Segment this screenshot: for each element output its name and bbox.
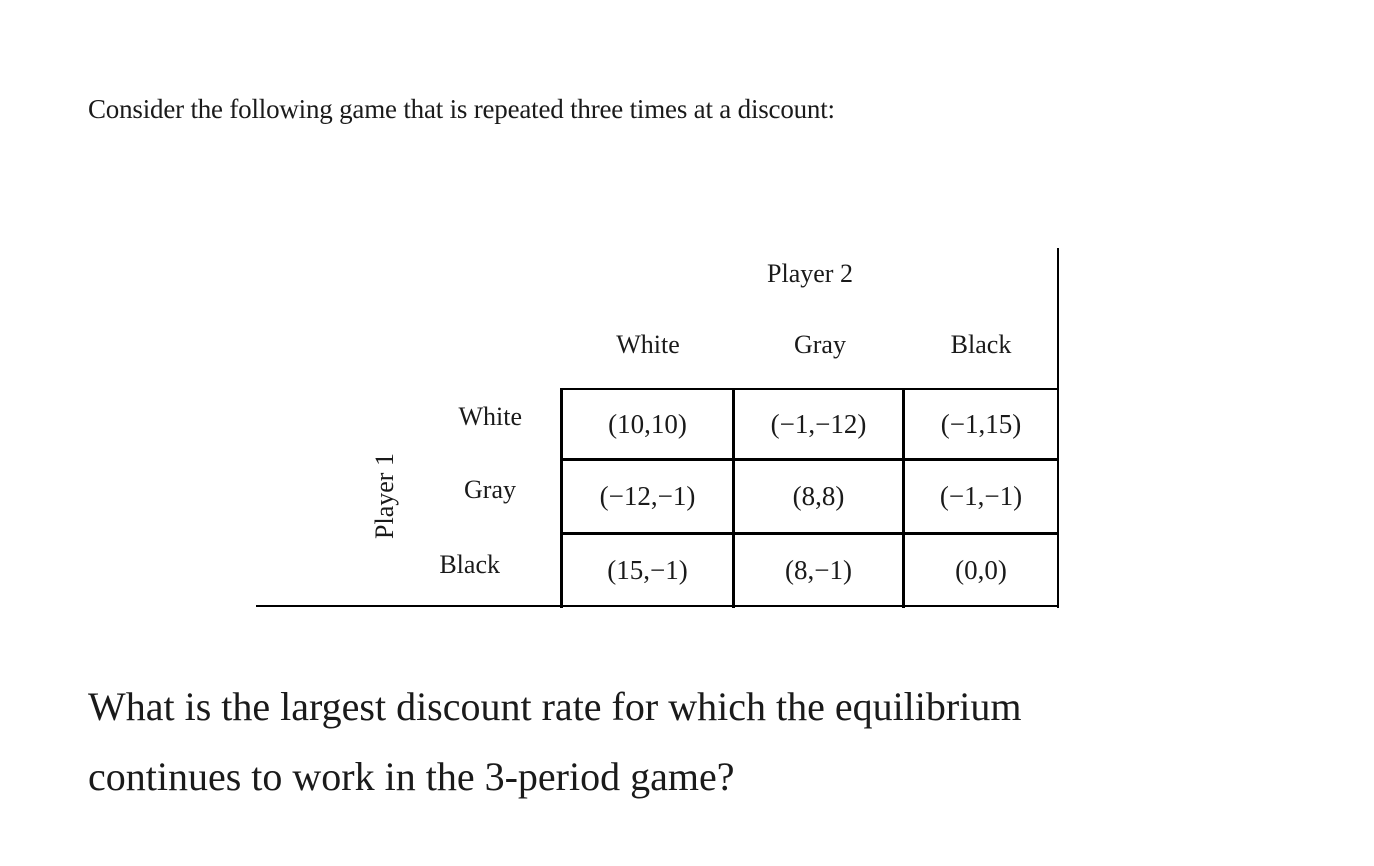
question-text (88, 672, 1288, 812)
payoff-cell-black-white: (15,−1) (607, 554, 688, 585)
row-header-black: Black (439, 550, 500, 579)
row-header-white: White (458, 402, 522, 431)
column-player-label: Player 2 (767, 259, 853, 288)
payoff-cell-white-gray: (−1,−12) (770, 408, 867, 439)
payoff-cell-white-black: (−1,15) (940, 408, 1022, 439)
row-player-label: Player 1 (370, 453, 399, 539)
column-header-black: Black (950, 330, 1012, 359)
payoff-cell-gray-white: (−12,−1) (599, 481, 696, 511)
row-header-gray: Gray (464, 475, 516, 504)
question-line-2: continues to work in the 3-period game? (88, 754, 735, 799)
column-header-white: White (616, 330, 680, 359)
table-right-border (1057, 248, 1059, 608)
table-bottom-border (256, 605, 1059, 607)
payoff-cell-gray-black: (−1,−1) (939, 481, 1023, 511)
payoff-cell-black-gray: (8,−1) (785, 554, 852, 585)
question-line-1: What is the largest discount rate for which the equilibrium (88, 684, 1022, 729)
column-header-gray: Gray (794, 330, 846, 359)
payoff-cell-black-black: (0,0) (955, 554, 1007, 585)
payoff-cell-gray-gray: (8,8) (792, 481, 845, 511)
intro-text: Consider the following game that is repeated three times at a discount: (88, 94, 835, 124)
payoff-cell-white-white: (10,10) (608, 408, 687, 439)
